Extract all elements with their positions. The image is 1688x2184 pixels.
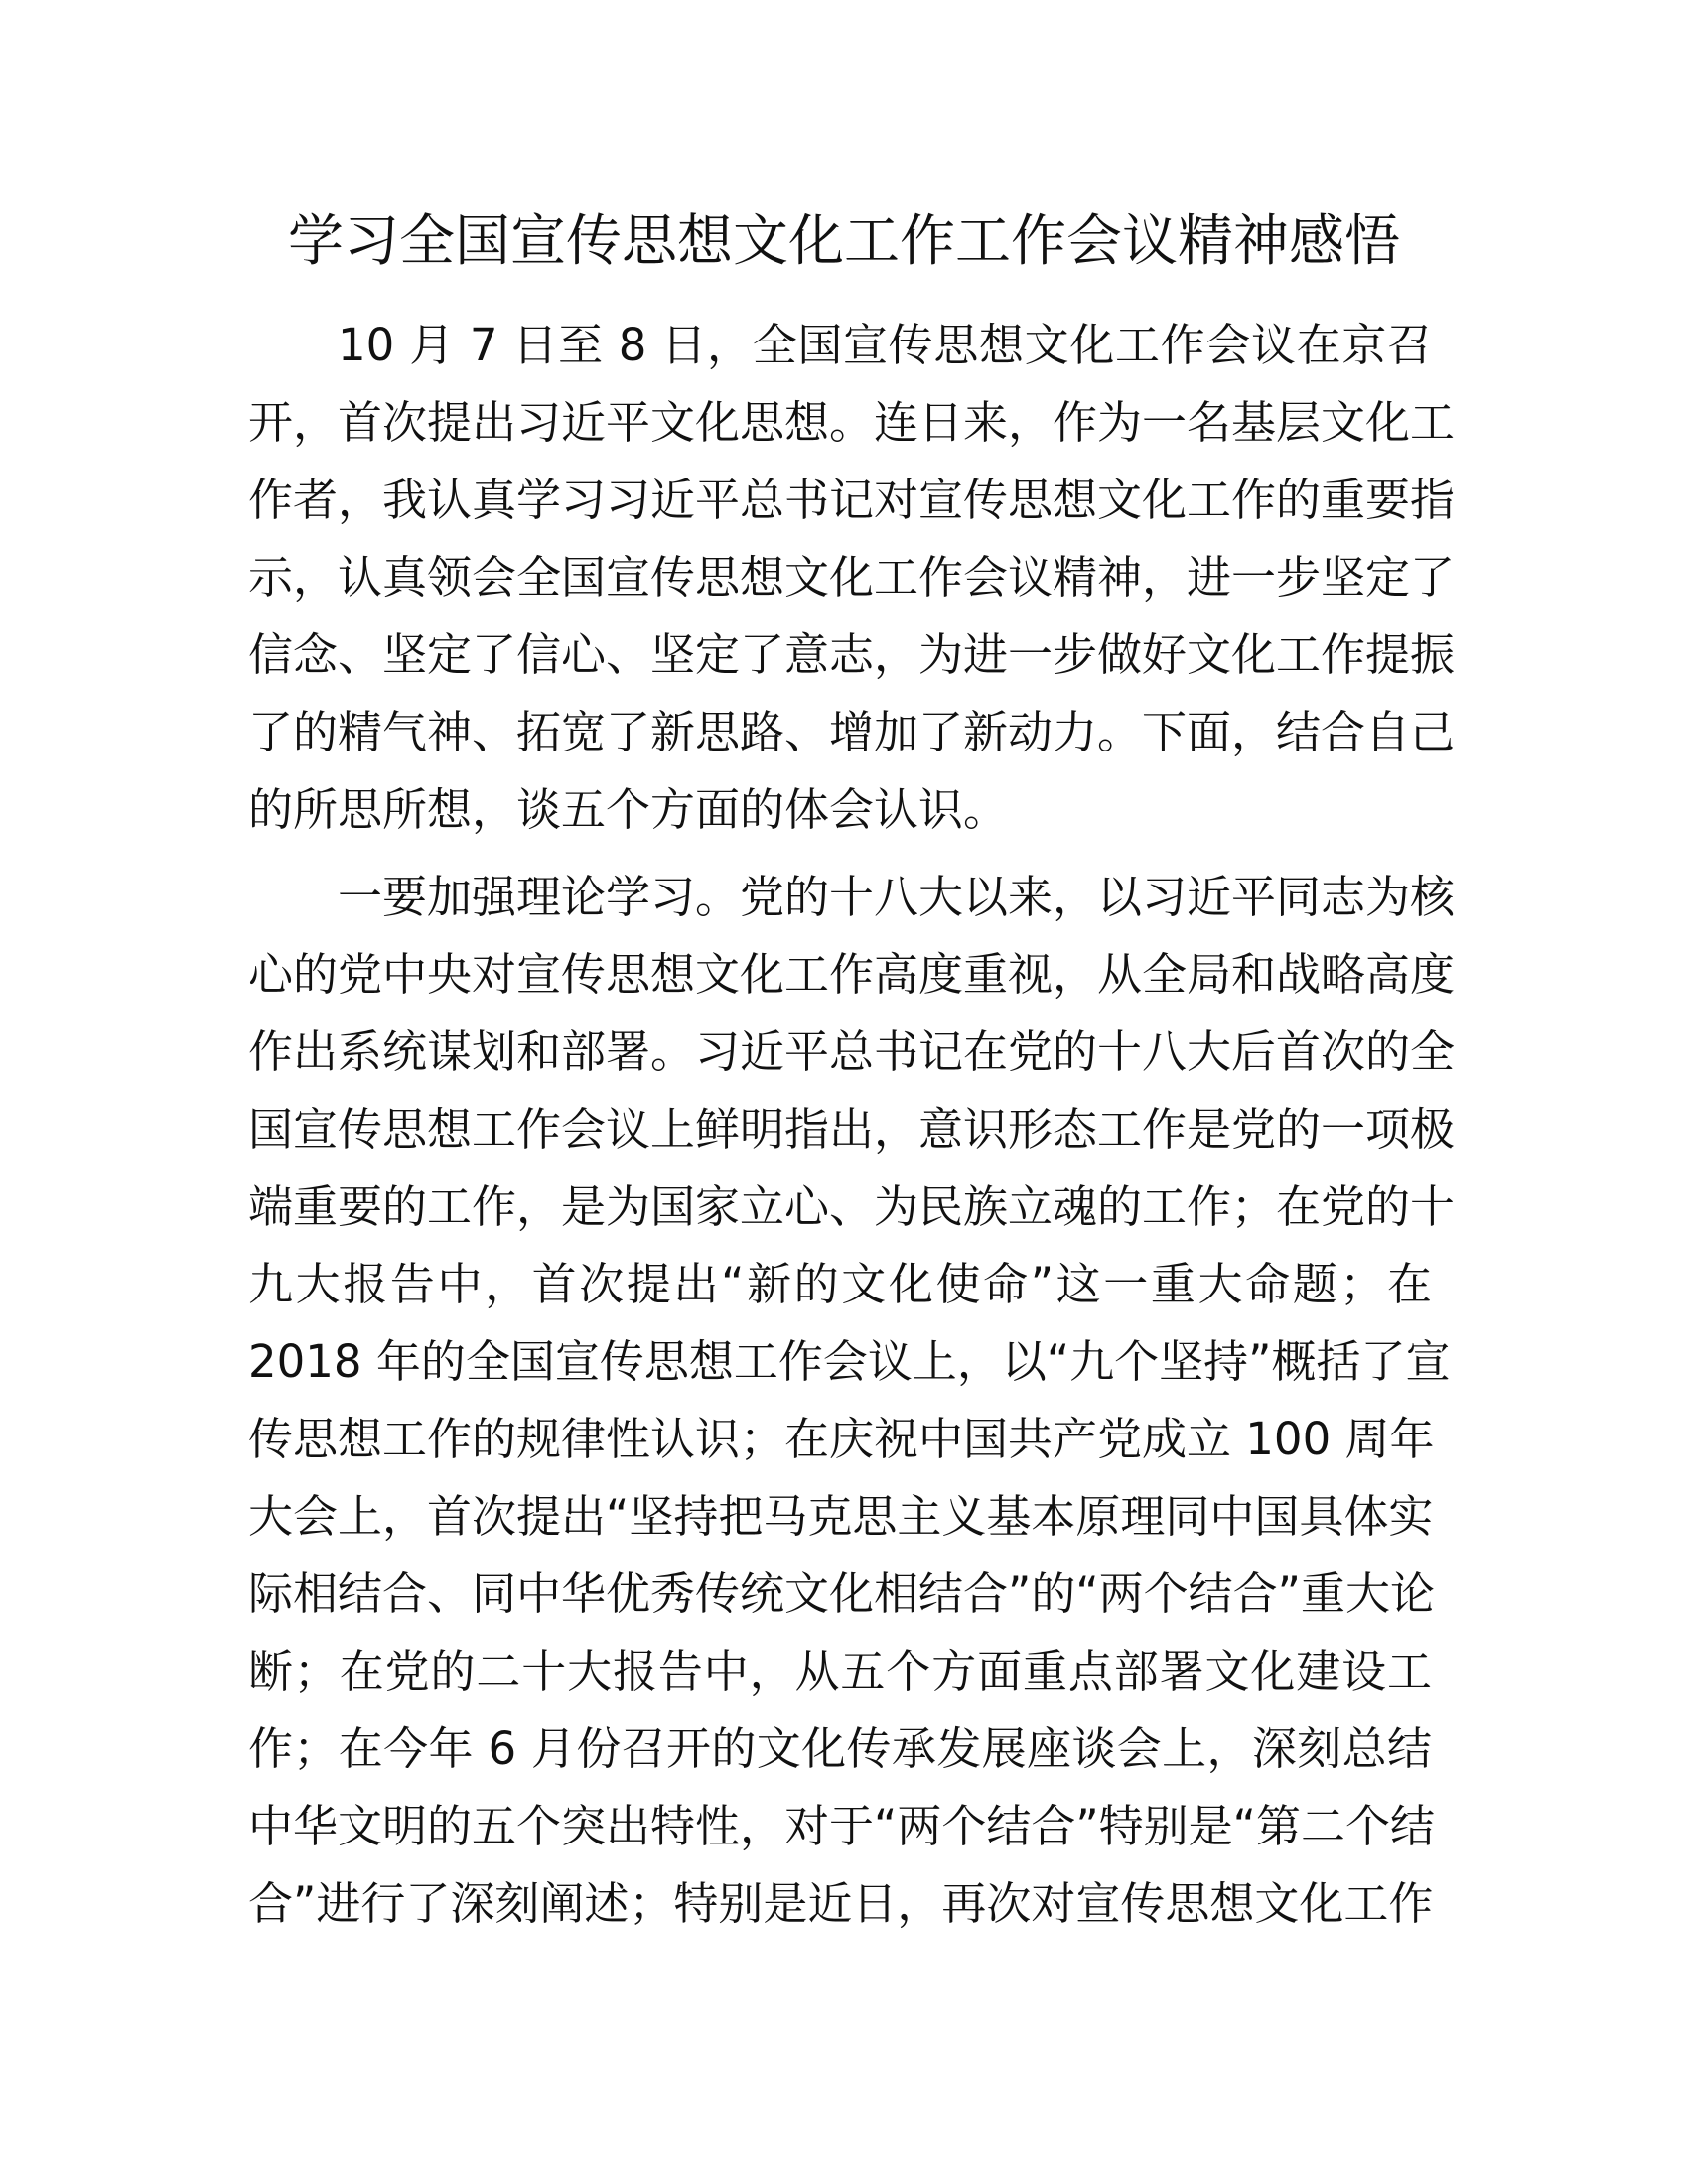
paragraph-2-line-12: 作；在今年 6 月份召开的文化传承发展座谈会上，深刻总结: [248, 1722, 1432, 1775]
paragraph-2-line-9: 大会上，首次提出“坚持把马克思主义基本原理同中国具体实: [248, 1490, 1434, 1543]
paragraph-2-line-11: 断；在党的二十大报告中，从五个方面重点部署文化建设工: [248, 1645, 1432, 1698]
paragraph-2-line-8: 传思想工作的规律性认识；在庆祝中国共产党成立 100 周年: [248, 1413, 1435, 1465]
paragraph-2-line-7: 2018 年的全国宣传思想工作会议上，以“九个坚持”概括了宣: [248, 1335, 1451, 1388]
paragraph-2-line-13: 中华文明的五个突出特性，对于“两个结合”特别是“第二个结: [248, 1800, 1435, 1852]
paragraph-2-line-14: 合”进行了深刻阐述；特别是近日，再次对宣传思想文化工作: [248, 1877, 1434, 1930]
paragraph-2-line-4: 国宣传思想工作会议上鲜明指出，意识形态工作是党的一项极: [248, 1103, 1456, 1156]
paragraph-1-line-7: 的所思所想，谈五个方面的体会认识。: [248, 783, 1009, 836]
paragraph-1-line-5: 信念、坚定了信心、坚定了意志，为进一步做好文化工作提振: [248, 628, 1456, 681]
paragraph-2-line-1: 一要加强理论学习。党的十八大以来，以习近平同志为核: [338, 871, 1456, 923]
document-title: 学习全国宣传思想文化工作工作会议精神感悟: [288, 209, 1400, 274]
paragraph-1-line-6: 了的精气神、拓宽了新思路、增加了新动力。下面，结合自己: [248, 706, 1456, 758]
paragraph-2-line-6: 九大报告中，首次提出“新的文化使命”这一重大命题；在: [248, 1258, 1432, 1310]
paragraph-1-line-3: 作者，我认真学习习近平总书记对宣传思想文化工作的重要指: [248, 474, 1456, 526]
paragraph-1-line-2: 开，首次提出习近平文化思想。连日来，作为一名基层文化工: [248, 396, 1456, 449]
paragraph-2-line-3: 作出系统谋划和部署。习近平总书记在党的十八大后首次的全: [248, 1025, 1456, 1078]
paragraph-2-line-2: 心的党中央对宣传思想文化工作高度重视，从全局和战略高度: [248, 948, 1456, 1001]
paragraph-2-line-5: 端重要的工作，是为国家立心、为民族立魂的工作；在党的十: [248, 1180, 1456, 1233]
paragraph-1-line-1: 10 月 7 日至 8 日，全国宣传思想文化工作会议在京召: [338, 319, 1432, 371]
paragraph-1-line-4: 示，认真领会全国宣传思想文化工作会议精神，进一步坚定了: [248, 551, 1456, 604]
paragraph-2-line-10: 际相结合、同中华优秀传统文化相结合”的“两个结合”重大论: [248, 1568, 1435, 1620]
